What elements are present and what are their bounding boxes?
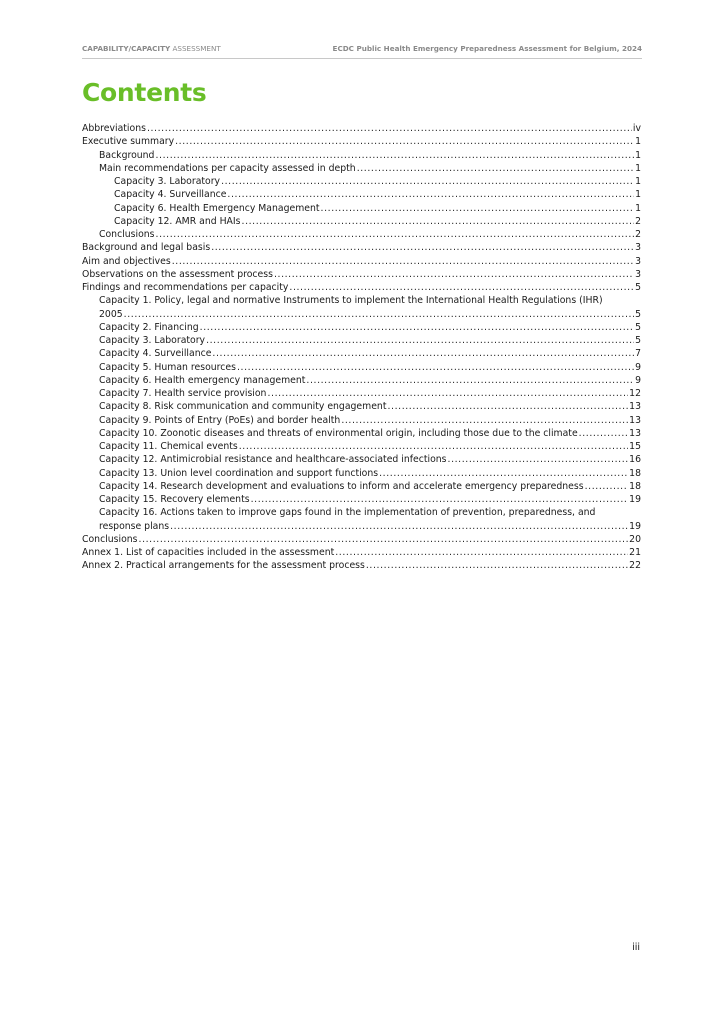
toc-entry-capacity-16-line1[interactable]: Capacity 16. Actions taken to improve gaps found in the implementation of prevention, preparedness, and (99, 507, 596, 519)
toc-leader (237, 361, 634, 373)
toc-page: 1 (635, 176, 641, 187)
toc-leader (387, 400, 628, 412)
toc-page: 5 (635, 321, 641, 333)
toc-label: Capacity 14. Research development and evaluations to inform and accelerate emergency preparedness (99, 480, 584, 492)
toc-entry-observations[interactable] (82, 268, 641, 281)
toc-leader (206, 334, 634, 346)
toc-entry-capacity-4[interactable] (82, 347, 641, 360)
toc-label: Capacity 4. Surveillance (99, 348, 212, 360)
toc-label: Capacity 9. Points of Entry (PoEs) and border health (99, 414, 341, 426)
toc-page: 7 (635, 348, 641, 360)
toc-entry-executive-summary[interactable] (82, 135, 641, 148)
toc-label: Abbreviations (82, 123, 146, 134)
toc-page: 20 (629, 533, 641, 545)
toc-leader (155, 149, 634, 161)
toc-leader (175, 135, 634, 147)
toc-entry-annex-1[interactable] (82, 546, 641, 559)
toc-label: Background and legal basis (82, 242, 211, 254)
toc-entry-capacity-11[interactable] (82, 440, 641, 453)
toc-leader (267, 387, 628, 399)
toc-entry-capacity-3[interactable] (82, 334, 641, 347)
toc-label: Annex 2. Practical arrangements for the assessment process (82, 560, 365, 572)
toc-page: 3 (635, 268, 641, 280)
toc-page: 19 (629, 520, 641, 532)
toc-leader (239, 440, 628, 452)
toc-page: 18 (629, 467, 641, 479)
toc-page: 21 (629, 547, 641, 558)
toc-label: Capacity 2. Financing (99, 321, 199, 333)
toc-leader (227, 188, 634, 200)
toc-entry-capacity-16[interactable] (82, 520, 641, 533)
header-section (82, 44, 221, 53)
toc-label: Capacity 15. Recovery elements (99, 494, 250, 505)
toc-label: Capacity 7. Health service provision (99, 388, 267, 399)
toc-entry-capacity-13[interactable] (82, 467, 641, 480)
toc-leader (579, 427, 628, 439)
toc-leader (448, 453, 629, 465)
toc-page: 9 (635, 361, 641, 373)
toc-page: 18 (629, 480, 641, 492)
toc-leader (251, 493, 629, 505)
toc-page: 5 (635, 308, 641, 320)
toc-label: Capacity 3. Laboratory (114, 176, 221, 187)
page-number: iii (632, 942, 640, 953)
toc-entry-capacity-5[interactable] (82, 361, 641, 374)
toc-entry-es-capacity-4[interactable] (82, 188, 641, 201)
toc-page: 12 (629, 388, 641, 399)
toc-leader (124, 308, 634, 320)
toc-label: Aim and objectives (82, 255, 171, 267)
toc-label: 2005 (99, 308, 123, 320)
toc-leader (170, 520, 628, 532)
toc-label: Capacity 6. Health Emergency Management (114, 202, 320, 214)
toc-page: iv (632, 123, 641, 134)
toc-label: Annex 1. List of capacities included in the assessment (82, 547, 335, 558)
toc-label: Findings and recommendations per capacity (82, 282, 289, 293)
toc-page: 2 (635, 215, 641, 227)
toc-entry-capacity-15[interactable] (82, 493, 641, 506)
toc-leader (147, 122, 632, 134)
toc-page: 2 (635, 229, 641, 240)
toc-leader (211, 241, 634, 253)
header-section-rest: ASSESSMENT (172, 44, 221, 53)
toc-page: 19 (629, 494, 641, 505)
toc-leader (212, 347, 634, 359)
toc-entry-capacity-1[interactable] (82, 308, 641, 321)
toc-entry-main-recommendations[interactable] (82, 162, 641, 175)
toc-leader (289, 281, 634, 293)
table-of-contents (82, 122, 641, 573)
toc-page: 1 (635, 136, 641, 148)
toc-leader (156, 228, 635, 240)
toc-leader (306, 374, 634, 386)
toc-leader (139, 533, 629, 545)
toc-label: Executive summary (82, 136, 175, 148)
toc-page: 15 (629, 441, 641, 452)
toc-leader (200, 321, 634, 333)
toc-label: Observations on the assessment process (82, 268, 273, 280)
toc-page: 16 (629, 454, 641, 466)
toc-label: Capacity 13. Union level coordination and support functions (99, 467, 379, 479)
toc-page: 1 (635, 162, 641, 174)
toc-page: 1 (635, 149, 641, 161)
toc-label: Capacity 3. Laboratory (99, 335, 206, 346)
toc-entry-capacity-14[interactable] (82, 480, 641, 493)
toc-label: Capacity 8. Risk communication and community engagement (99, 401, 387, 413)
toc-label: Main recommendations per capacity assessed in depth (99, 162, 356, 174)
header-doc-title: ECDC Public Health Emergency Preparedness Assessment for Belgium, 2024 (332, 44, 642, 53)
toc-entry-capacity-12[interactable] (82, 453, 641, 466)
toc-leader (274, 268, 634, 280)
page-title: Contents (82, 78, 207, 107)
toc-page: 9 (635, 374, 641, 386)
toc-entry-capacity-8[interactable] (82, 400, 641, 413)
toc-entry-aim-objectives[interactable] (82, 255, 641, 268)
toc-entry-capacity-2[interactable] (82, 321, 641, 334)
toc-leader (335, 546, 628, 558)
toc-entry-es-capacity-6[interactable] (82, 202, 641, 215)
toc-entry-conclusions[interactable] (82, 533, 641, 546)
toc-entry-capacity-10[interactable] (82, 427, 641, 440)
toc-leader (366, 559, 628, 571)
toc-entry-background[interactable] (82, 149, 641, 162)
header-section-bold: CAPABILITY/CAPACITY (82, 44, 171, 53)
toc-entry-capacity-7[interactable] (82, 387, 641, 400)
toc-leader (221, 175, 634, 187)
toc-page: 3 (635, 255, 641, 267)
toc-entry-background-legal[interactable] (82, 241, 641, 254)
toc-label: Capacity 4. Surveillance (114, 189, 227, 201)
toc-entry-capacity-1-line1[interactable]: Capacity 1. Policy, legal and normative Instruments to implement the International Health Regulations (IHR) (99, 295, 603, 307)
toc-leader (341, 414, 628, 426)
toc-entry-findings[interactable] (82, 281, 641, 294)
toc-label: Capacity 5. Human resources (99, 361, 236, 373)
toc-label: Conclusions (82, 533, 138, 545)
toc-entry-es-conclusions[interactable] (82, 228, 641, 241)
toc-page: 22 (629, 560, 641, 572)
toc-label: Capacity 11. Chemical events (99, 441, 238, 452)
toc-label: Capacity 12. Antimicrobial resistance and healthcare-associated infections (99, 454, 447, 466)
toc-entry-abbreviations[interactable] (82, 122, 641, 135)
toc-entry-capacity-6[interactable] (82, 374, 641, 387)
toc-leader (585, 480, 629, 492)
toc-page: 13 (629, 414, 641, 426)
toc-page: 5 (635, 282, 641, 293)
toc-entry-annex-2[interactable] (82, 559, 641, 572)
toc-leader (321, 202, 635, 214)
toc-leader (379, 467, 628, 479)
toc-entry-es-capacity-3[interactable] (82, 175, 641, 188)
toc-label: Conclusions (99, 229, 155, 240)
toc-page: 1 (635, 202, 641, 214)
running-header (82, 44, 642, 59)
toc-label: Capacity 6. Health emergency management (99, 374, 306, 386)
toc-page: 13 (629, 401, 641, 413)
toc-leader (242, 215, 635, 227)
toc-page: 5 (635, 335, 641, 346)
toc-page: 13 (629, 427, 641, 439)
toc-label: Background (99, 149, 155, 161)
toc-label: Capacity 12. AMR and HAIs (114, 215, 241, 227)
toc-label: Capacity 10. Zoonotic diseases and threats of environmental origin, including those due to the climate (99, 427, 578, 439)
toc-entry-es-capacity-12[interactable] (82, 215, 641, 228)
toc-page: 3 (635, 242, 641, 254)
toc-leader (172, 255, 634, 267)
toc-leader (357, 162, 634, 174)
toc-entry-capacity-9[interactable] (82, 414, 641, 427)
toc-label: response plans (99, 520, 170, 532)
toc-page: 1 (635, 189, 641, 201)
